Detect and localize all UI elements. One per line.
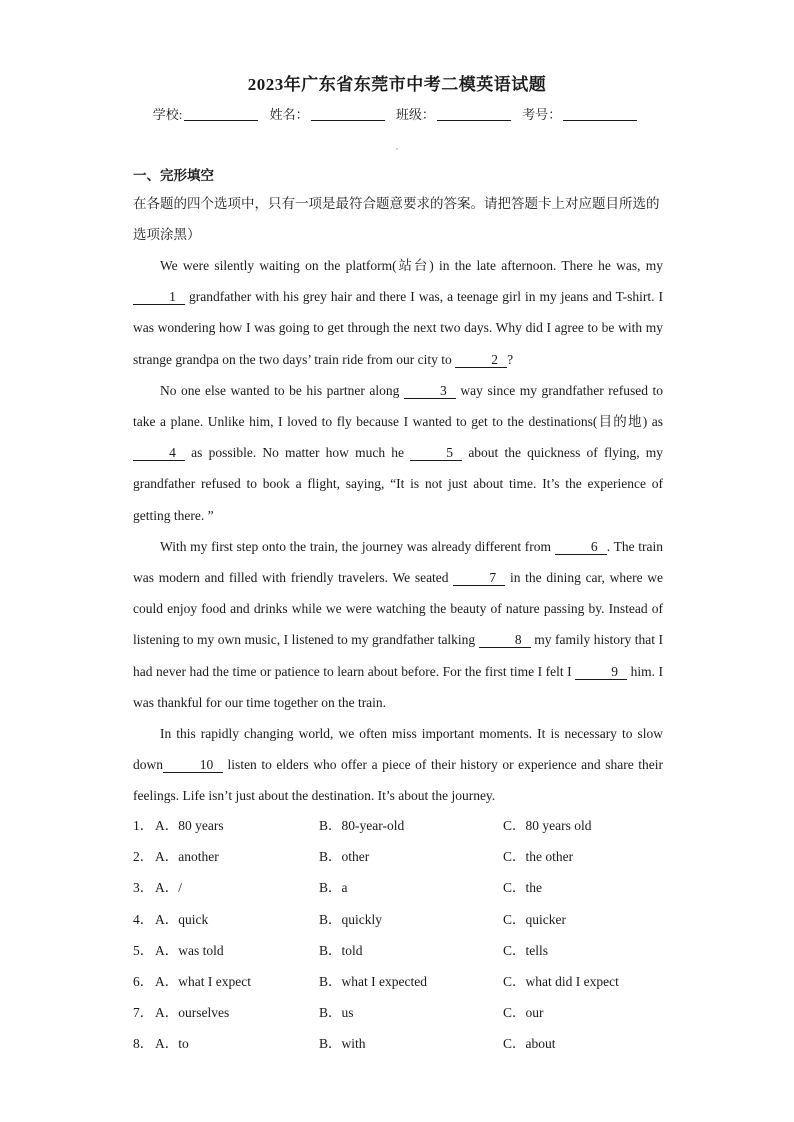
option-c: C．our — [503, 1005, 544, 1021]
question-row — [133, 966, 693, 997]
option-b: B．a — [319, 880, 348, 896]
school-label: 学校: — [152, 107, 183, 122]
option-c: C．80 years old — [503, 818, 592, 833]
passage-text: as possible. No matter how much he — [185, 445, 411, 461]
blank-2: 2 — [455, 353, 507, 368]
option-c: C．the other — [503, 849, 574, 865]
option-b: B．quickly — [319, 911, 382, 927]
option-a: A．was told — [155, 942, 224, 958]
option-b: B．us — [319, 1005, 354, 1021]
question-row — [133, 904, 693, 935]
name-label: 姓名： — [269, 107, 309, 122]
option-b: B．what I expected — [319, 973, 427, 989]
question-row — [133, 997, 693, 1028]
question-number: 7． — [133, 1005, 154, 1021]
option-a: A．80 years — [155, 818, 224, 833]
passage-text: No one else wanted to be his partner along — [160, 382, 404, 398]
school-blank — [184, 108, 258, 121]
question-row — [133, 935, 693, 966]
question-row — [133, 1028, 693, 1059]
passage-paragraph-3 — [133, 531, 663, 718]
class-blank — [437, 108, 511, 121]
option-c: C．tells — [503, 942, 549, 958]
blank-8: 8 — [479, 633, 531, 648]
option-b: B．other — [319, 849, 370, 865]
option-c: C．the — [503, 880, 542, 896]
option-c: C．about — [503, 1036, 556, 1052]
passage-text: way since my grandfather refused to take a plane. Unlike him, I loved to fly because I wanted to get to the destinations(目的地) as — [133, 382, 663, 430]
question-row — [133, 810, 693, 841]
option-b: B．with — [319, 1036, 366, 1052]
section-instructions: 在各题的四个选项中，只有一项是最符合题意要求的答案。请把答题卡上对应题目所选的选项涂黑） — [133, 196, 660, 242]
name-blank — [311, 108, 385, 121]
question-number: 2． — [133, 849, 154, 865]
question-number: 4． — [133, 911, 154, 927]
option-c: C．what did I expect — [503, 973, 619, 989]
passage-text: grandfather with his grey hair and there I was, a teenage girl in my jeans and T-shirt. I was wondering how I was going to get through the next two days. Why did I agree to be with my strange grandpa on the two days’ train ride from our city to — [133, 289, 663, 367]
option-a: A．what I expect — [155, 973, 251, 989]
option-b: B．told — [319, 942, 363, 958]
question-number: 8． — [133, 1036, 154, 1052]
question-row — [133, 872, 693, 903]
answer-options — [133, 810, 693, 1060]
blank-6: 6 — [555, 540, 607, 555]
passage-text: ? — [507, 351, 514, 367]
option-a: A．/ — [155, 880, 182, 896]
passage-paragraph-1 — [133, 250, 663, 375]
option-c: C．quicker — [503, 911, 566, 927]
passage-text: listen to elders who offer a piece of their history or experience and share their feelings. Life isn’t just about the destination. It’s about the journey. — [133, 757, 663, 804]
page-title: 2023年广东省东莞市中考二模英语试题 — [247, 75, 547, 94]
class-label: 班级： — [395, 107, 435, 122]
cloze-passage — [133, 250, 663, 812]
question-row — [133, 841, 693, 872]
scan-mark — [396, 148, 398, 150]
passage-text: . The train was modern and filled with friendly travelers. We seated — [133, 538, 663, 586]
blank-9: 9 — [575, 665, 627, 680]
question-number: 6． — [133, 973, 154, 989]
passage-paragraph-2 — [133, 375, 663, 531]
exam-number-label: 考号： — [522, 107, 562, 122]
blank-5: 5 — [410, 446, 462, 461]
option-b: B．80-year-old — [319, 818, 405, 833]
passage-text: about the quickness of flying, my grandfather refused to book a flight, saying, “It is not just about time. It’s the experience of getting there. ” — [133, 445, 663, 523]
section-heading: 一、完形填空 — [133, 168, 214, 183]
passage-text: With my first step onto the train, the journey was already different from — [160, 538, 555, 554]
blank-1: 1 — [133, 290, 185, 305]
student-info-line — [0, 104, 794, 123]
question-number: 1． — [133, 818, 154, 833]
option-a: A．another — [155, 849, 219, 865]
passage-text: in the dining car, where we could enjoy food and drinks while we were watching the beauty of nature passing by. Instead of listening to my own music, I listened to my grandfather talking — [133, 570, 664, 648]
passage-paragraph-4 — [133, 718, 663, 812]
exam-number-blank — [563, 108, 637, 121]
option-a: A．ourselves — [155, 1005, 230, 1021]
blank-4: 4 — [133, 446, 185, 461]
blank-3: 3 — [404, 384, 456, 399]
option-a: A．quick — [155, 911, 209, 927]
passage-text: my family history that I had never had the time or patience to learn about before. For the first time I felt I — [133, 632, 663, 679]
passage-text: him. I was thankful for our time together on the train. — [133, 663, 663, 710]
blank-7: 7 — [453, 571, 505, 586]
question-number: 3． — [133, 880, 154, 896]
question-number: 5． — [133, 942, 154, 958]
passage-text: In this rapidly changing world, we often miss important moments. It is necessary to slow down — [133, 726, 663, 773]
blank-10: 10 — [163, 758, 223, 773]
passage-text: We were silently waiting on the platform(站台) in the late afternoon. There he was, my — [160, 258, 663, 273]
option-a: A．to — [155, 1036, 189, 1052]
